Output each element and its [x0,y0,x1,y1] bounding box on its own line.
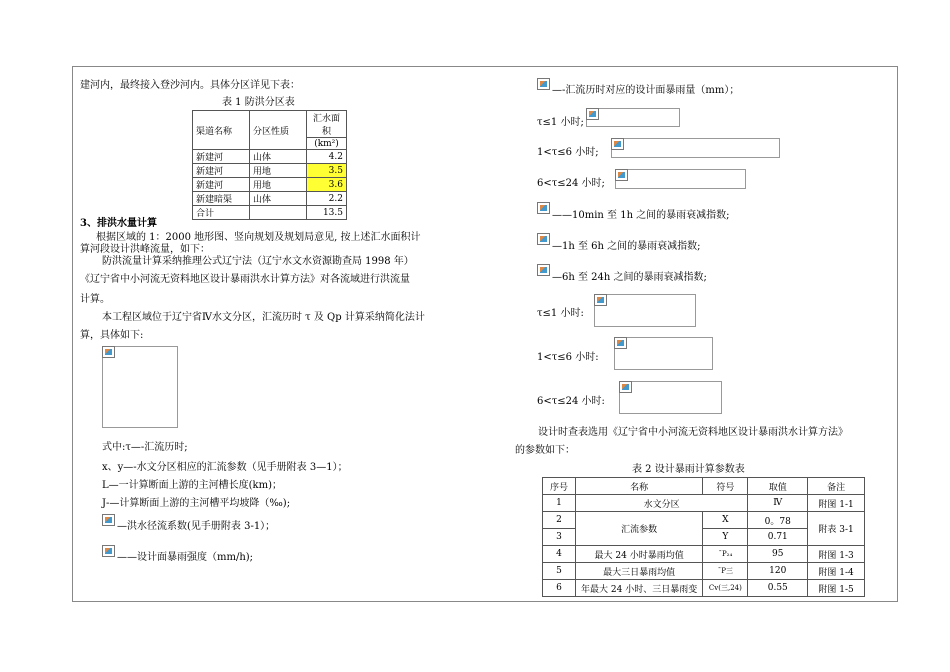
table2-cell: 1 [543,495,576,512]
table-row [193,150,347,164]
formula-image-frame [102,346,178,428]
definition-l: L—一计算断面上游的主河槽长度(km)； [102,480,282,491]
table1-cell: 新建河 [193,164,250,178]
formula-image-icon [537,202,550,214]
table2-cell: ¯P₂₄ [703,546,748,563]
table2-cell: 年最大 24 小时、三日暴雨变 [575,580,703,597]
table2-cell: 2 [543,512,576,529]
table1-cell: 新建暗渠 [193,192,250,206]
definition-runoff: —洪水径流系数(见手册附表 3-1）； [117,521,276,532]
table1-header: 分区性质 [250,111,307,150]
table2-cell: 最大三日暴雨均值 [575,563,703,580]
table2-header: 取值 [748,478,808,495]
table-row [543,546,865,563]
table-row [543,495,865,512]
formula-image-icon [537,233,550,245]
formula-image-frame [594,294,696,327]
formula-image-frame [586,108,680,127]
table1-cell: 新建河 [193,178,250,192]
table2-cell: Cv(三,24) [703,580,748,597]
formula-image-icon [594,294,607,306]
formula-image-icon [537,78,550,90]
right-line6: —1h 至 6h 之间的暴雨衰减指数; [552,241,701,252]
formula-image-icon [102,545,115,557]
para3-line1: 本工程区域位于辽宁省Ⅳ水文分区，汇流历时 τ 及 Qp 计算采纳简化法计 [102,312,425,323]
table2-cell: 120 [748,563,808,580]
table2-header: 备注 [808,478,865,495]
table2-cell: 附图 1-3 [808,546,865,563]
right-line4: 6<τ≤24 小时; [537,178,605,189]
right-line3: 1<τ≤6 小时; [537,147,599,158]
table2-cell: 0。78 [748,512,808,529]
para1-line1: 根据区域的 1：2000 地形图、竖向规划及规划局意见, 按上述汇水面积计 [96,232,421,243]
para2-line3: 计算。 [80,294,110,305]
table2-title: 表 2 设计暴雨计算参数表 [632,464,745,475]
table-row [543,512,865,529]
right-para-line2: 的参数如下： [515,445,575,456]
para2-line2: 《辽宁省中小河流无资料地区设计暴雨洪水计算方法》对各流域进行洪流量 [80,274,410,285]
right-line2: τ≤1 小时; [537,117,584,128]
table-row [193,192,347,206]
section-heading: 3、排洪水量计算 [80,218,157,229]
table2-header: 序号 [543,478,576,495]
right-line5: ——10min 至 1h 之间的暴雨衰减指数; [552,210,730,221]
right-line8: τ≤1 小时: [537,308,584,319]
right-para-line1: 设计时查表选用《辽宁省中小河流无资料地区设计暴雨洪水计算方法》 [538,427,848,438]
table2-cell: 汇流参数 [575,512,703,546]
table2-cell: 附图 1-4 [808,563,865,580]
table2-cell: 最大 24 小时暴雨均值 [575,546,703,563]
table1-title: 表 1 防洪分区表 [222,97,295,108]
table2-cell: Ⅳ [748,495,808,512]
para3-line2: 算，具体如下: [80,330,144,341]
formula-image-icon [586,108,599,120]
right-line1: —-汇流历时对应的设计面暴雨量（mm）； [552,85,740,96]
table1-cell: 3.5 [307,164,347,178]
table2-cell: 5 [543,563,576,580]
table2-cell: 0.55 [748,580,808,597]
table1 [192,110,347,220]
table2-header: 符号 [703,478,748,495]
table2-cell: 3 [543,529,576,546]
table2-cell: 水文分区 [575,495,747,512]
table2-cell: 4 [543,546,576,563]
table1-cell: 新建河 [193,150,250,164]
table2-header: 名称 [575,478,703,495]
table2-cell: 附图 1-5 [808,580,865,597]
table1-cell: 用地 [250,178,307,192]
formula-image-icon [611,138,624,150]
formula-image-icon [615,169,628,181]
definition-intensity: ——设计面暴雨强度（mm/h); [117,552,254,563]
formula-image-frame [611,138,780,158]
formula-image-frame [615,169,746,189]
definition-j: J-—计算断面上游的主河槽平均坡降（‰); [102,498,291,509]
table1-header: 汇水面积 [307,111,347,138]
table1-cell: 山体 [250,192,307,206]
table-row [193,164,347,178]
table-row [193,178,347,192]
table1-cell: 用地 [250,164,307,178]
table1-header-unit: (km²) [307,138,347,150]
formula-image-icon [537,264,550,276]
formula-image-frame [614,337,713,370]
table1-cell: 3.6 [307,178,347,192]
formula-image-frame [619,381,722,414]
table2-cell: Y [703,529,748,546]
table-row [543,563,865,580]
para2-line1: 防洪流量计算采纳推理公式辽宁法（辽宁水文水资源勘查局 1998 年） [102,256,414,267]
formula-image-icon [102,514,115,526]
right-line10: 6<τ≤24 小时: [537,396,605,407]
table1-cell [250,206,307,220]
intro-text: 建河内，最终接入登沙河内。具体分区详见下表： [80,80,300,91]
formula-image-icon [614,337,627,349]
table2-cell: 0.71 [748,529,808,546]
table2-cell: ¯P三 [703,563,748,580]
table1-cell: 2.2 [307,192,347,206]
table-row [193,206,347,220]
table1-cell: 合计 [193,206,250,220]
formula-image-icon [102,346,115,358]
table2-cell: 95 [748,546,808,563]
table2-cell: 附图 1-1 [808,495,865,512]
table2-cell: 附表 3-1 [808,512,865,546]
para1-line2: 算河段设计洪峰流量，如下： [80,244,210,255]
table1-cell: 4.2 [307,150,347,164]
right-line7: —6h 至 24h 之间的暴雨衰减指数; [552,272,707,283]
right-line9: 1<τ≤6 小时: [537,352,599,363]
table-row [543,580,865,597]
formula-image-icon [619,381,632,393]
table2-cell: X [703,512,748,529]
table1-cell: 山体 [250,150,307,164]
table1-cell: 13.5 [307,206,347,220]
definition-tau: 式中:τ—-汇流历时; [102,442,188,453]
table2-cell: 6 [543,580,576,597]
definition-xy: x、y—-水文分区相应的汇流参数（见手册附表 3—1）； [102,462,348,473]
table2 [542,477,865,597]
table1-header: 渠道名称 [193,111,250,150]
